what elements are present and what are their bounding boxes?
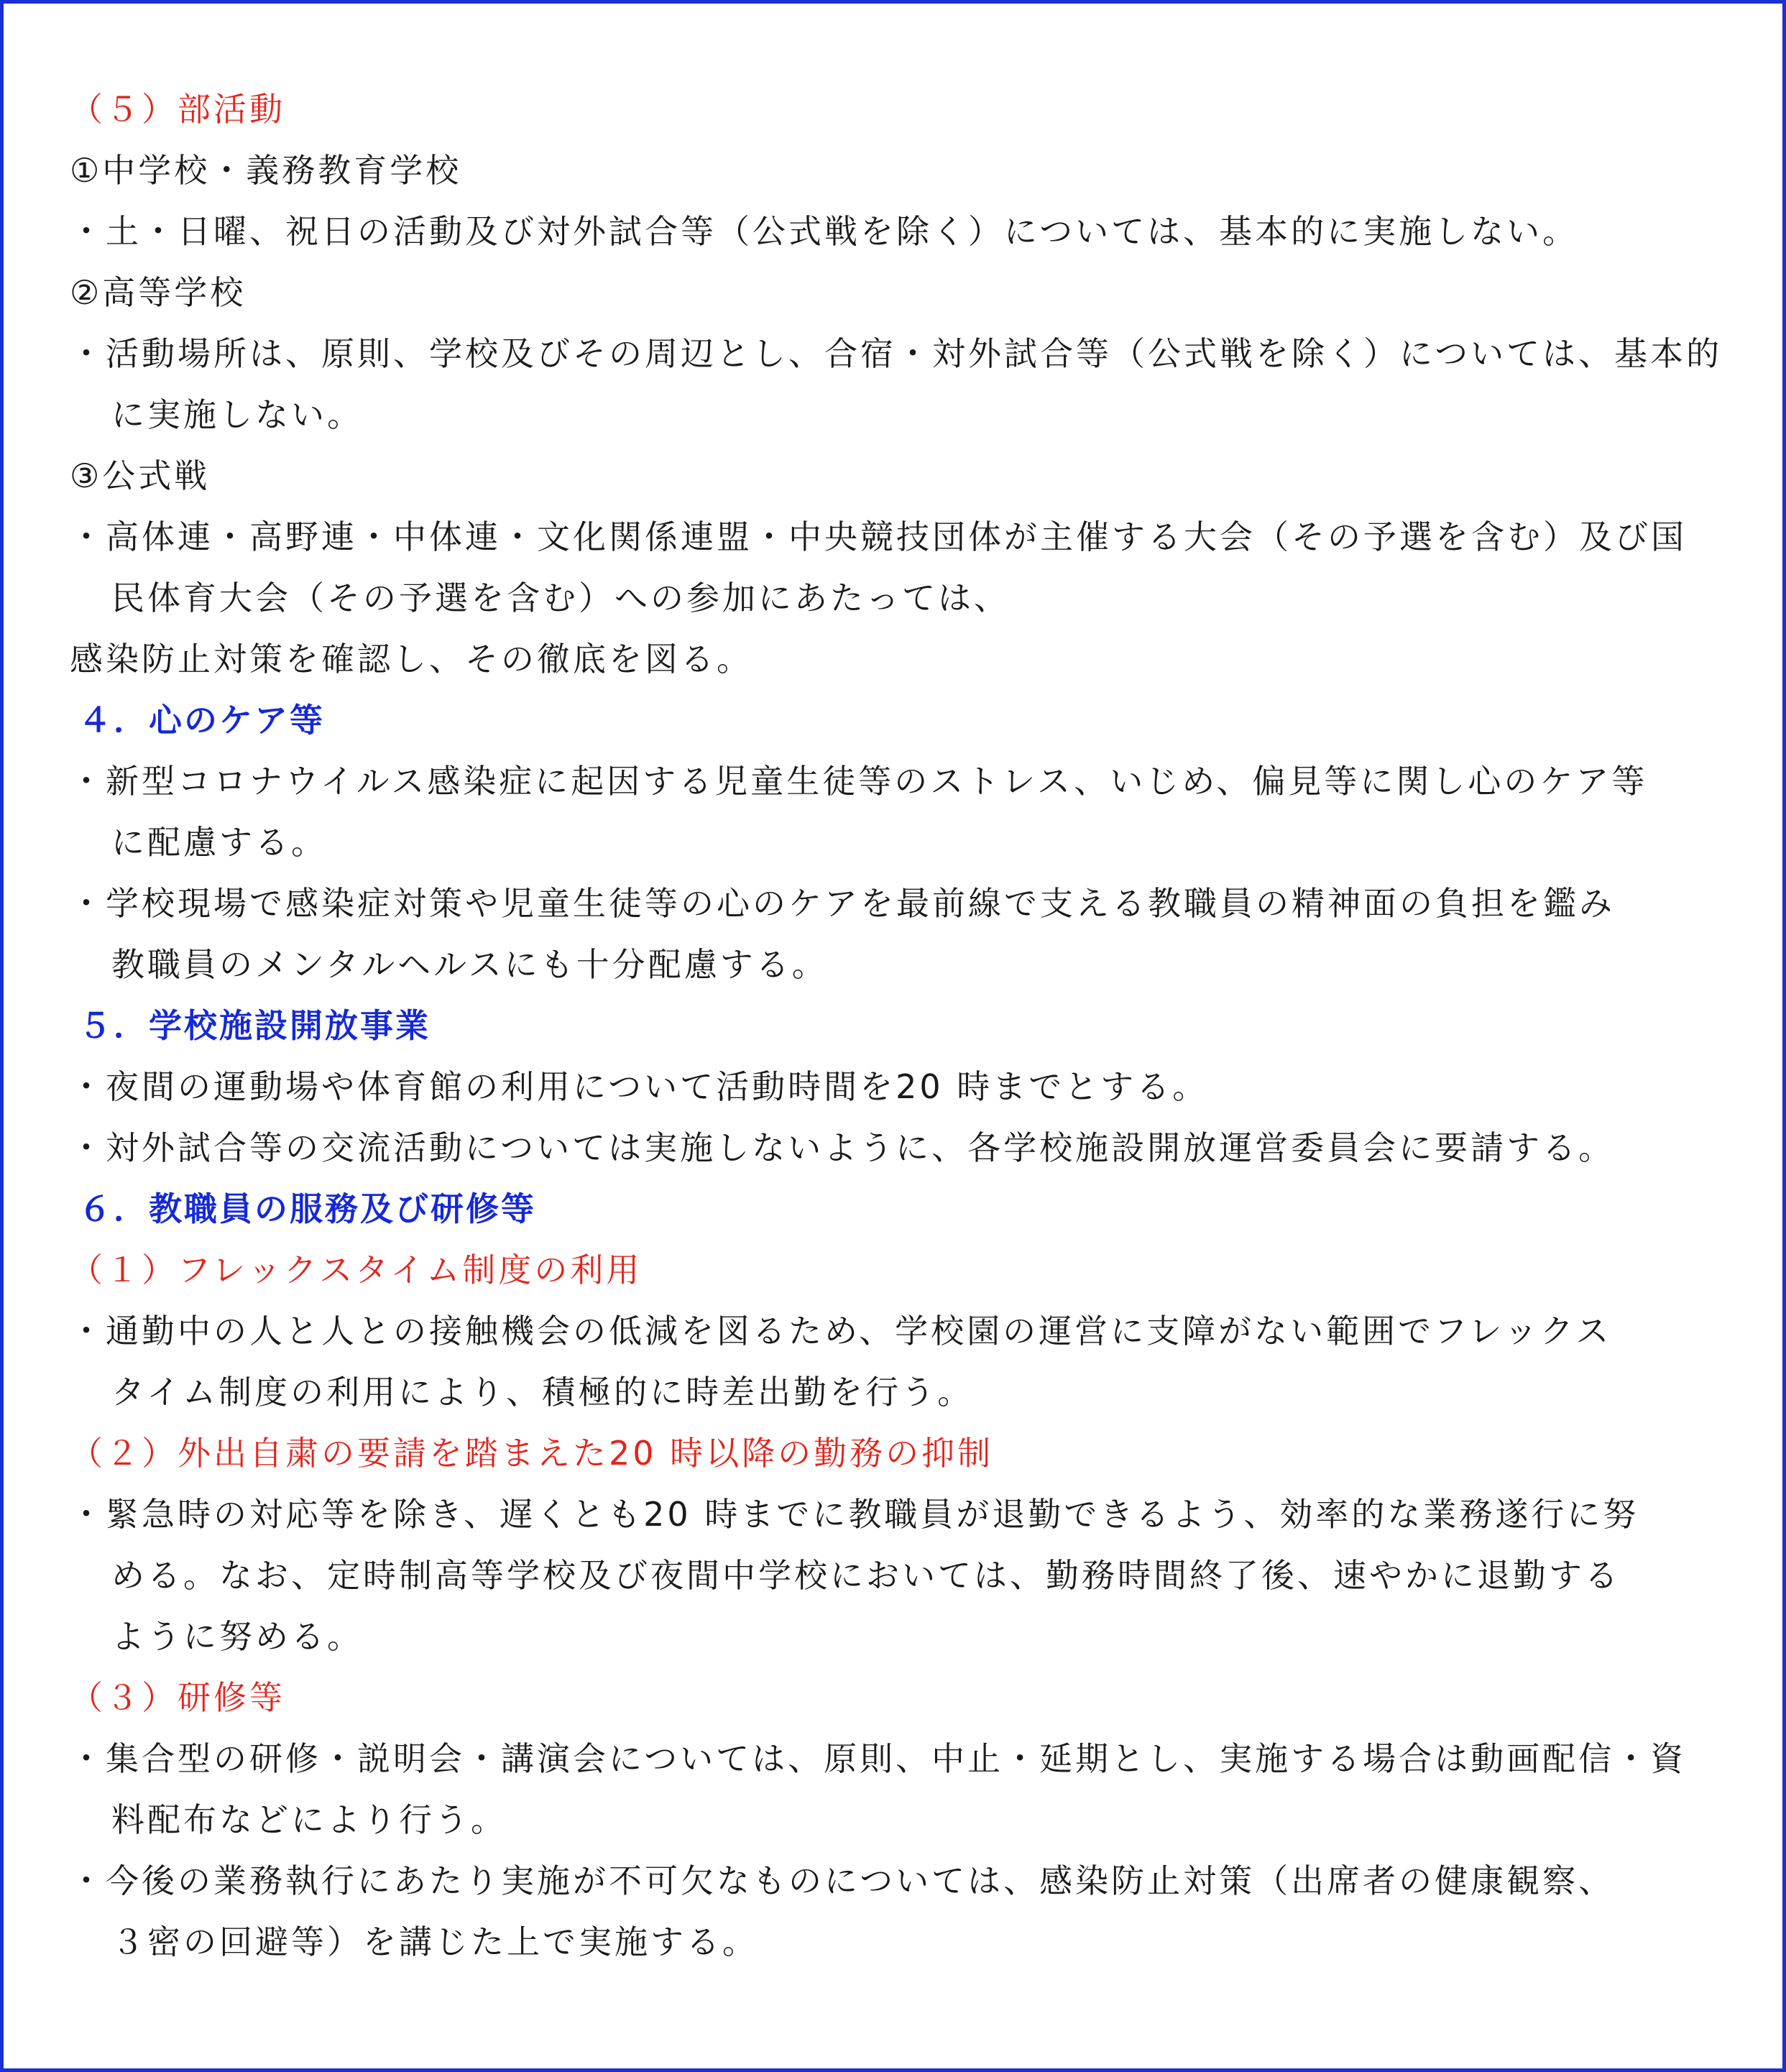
bullet-essential-work: ・今後の業務執行にあたり実施が不可欠なものについては、感染防止対策（出席者の健康観察、 (70, 1861, 1615, 1900)
bullet-staff-care: ・学校現場で感染症対策や児童生徒等の心のケアを最前線で支える教職員の精神面の負担を鑑み (70, 884, 1615, 923)
bullet-night-use: ・夜間の運動場や体育館の利用について活動時間を20 時までとする。 (70, 1067, 1209, 1106)
heading-mental-care: ４．心のケア等 (78, 701, 325, 740)
bullet-group-training: ・集合型の研修・説明会・講演会については、原則、中止・延期とし、実施する場合は動画配信・資 (70, 1739, 1687, 1778)
subheading-overtime: （２）外出自粛の要請を踏まえた20 時以降の勤務の抑制 (70, 1434, 994, 1473)
bullet-staff-care-cont: 教職員のメンタルヘルスにも十分配慮する。 (111, 945, 828, 984)
bullet-flextime: ・通勤中の人と人との接触機会の低減を図るため、学校園の運営に支障がない範囲でフレックス (70, 1312, 1612, 1350)
subheading-training: （３）研修等 (70, 1678, 285, 1717)
bullet-overtime: ・緊急時の対応等を除き、遅くとも20 時までに教職員が退勤できるよう、効率的な業務遂行に努 (70, 1495, 1639, 1534)
subheading-club-activities: （５）部活動 (70, 90, 285, 129)
bullet-student-care: ・新型コロナウイルス感染症に起因する児童生徒等のストレス、いじめ、偏見等に関し心のケア等 (70, 762, 1648, 801)
bullet-activity-location-cont: に実施しない。 (111, 395, 363, 434)
heading-staff-duties: ６．教職員の服務及び研修等 (78, 1189, 536, 1228)
item-official-games: ③公式戦 (70, 456, 211, 495)
bullet-flextime-cont: タイム制度の利用により、積極的に時差出勤を行う。 (111, 1373, 974, 1412)
bullet-overtime-cont2: ように努める。 (111, 1617, 363, 1656)
bullet-student-care-cont: に配慮する。 (111, 823, 327, 862)
bullet-tournaments: ・高体連・高野連・中体連・文化関係連盟・中央競技団体が主催する大会（その予選を含む）及び国 (70, 517, 1687, 556)
bullet-overtime-cont: める。なお、定時制高等学校及び夜間中学校においては、勤務時間終了後、速やかに退勤する (111, 1556, 1621, 1595)
bullet-tournaments-cont: 民体育大会（その予選を含む）への参加にあたっては、 (111, 579, 1010, 617)
subheading-flextime: （１）フレックスタイム制度の利用 (70, 1251, 643, 1289)
item-high-school: ②高等学校 (70, 273, 247, 312)
bullet-weekend-activities: ・土・日曜、祝日の活動及び対外試合等（公式戦を除く）については、基本的に実施しない。 (70, 212, 1579, 251)
heading-facility-opening: ５．学校施設開放事業 (78, 1006, 431, 1045)
bullet-exchange-activities: ・対外試合等の交流活動については実施しないように、各学校施設開放運営委員会に要請する。 (70, 1128, 1615, 1167)
document-body (70, 79, 1766, 1973)
bullet-group-training-cont: 料配布などにより行う。 (111, 1800, 507, 1839)
bullet-activity-location: ・活動場所は、原則、学校及びその周辺とし、合宿・対外試合等（公式戦を除く）については、基本的 (70, 334, 1723, 373)
item-junior-high: ①中学校・義務教育学校 (70, 151, 462, 190)
bullet-essential-work-cont: ３密の回避等）を講じた上で実施する。 (111, 1923, 758, 1961)
bullet-tournaments-cont2: 感染防止対策を確認し、その徹底を図る。 (70, 640, 752, 678)
